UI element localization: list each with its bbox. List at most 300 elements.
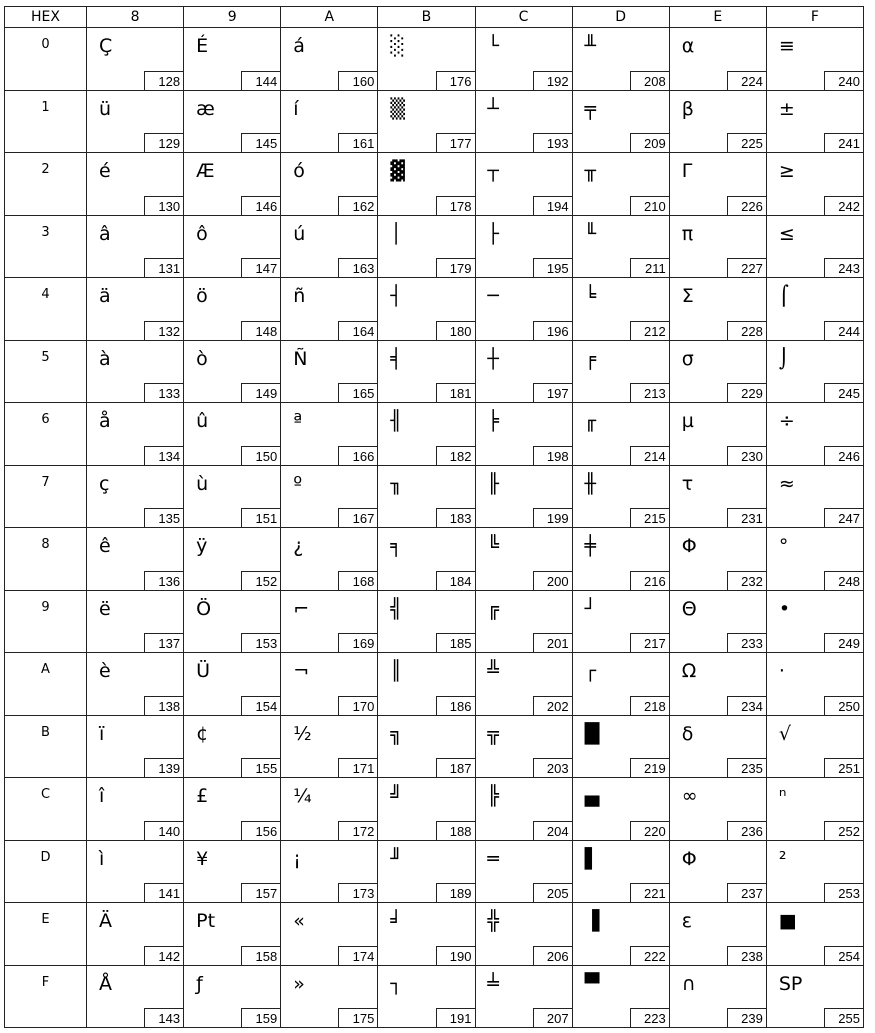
- char-glyph: ┤: [390, 285, 402, 307]
- decimal-code: 205: [533, 883, 573, 903]
- decimal-code: 189: [436, 883, 476, 903]
- table-row: [5, 528, 864, 591]
- char-glyph: ║: [390, 660, 402, 682]
- decimal-code: 129: [144, 133, 184, 153]
- char-cell: [184, 590, 281, 653]
- char-cell: [281, 965, 378, 1028]
- table-row: [5, 840, 864, 903]
- char-cell: [87, 278, 184, 341]
- decimal-code: 159: [241, 1008, 281, 1028]
- decimal-code: 190: [436, 946, 476, 966]
- decimal-code: 207: [533, 1008, 573, 1028]
- char-glyph: ≤: [778, 222, 795, 245]
- char-cell: [378, 403, 475, 466]
- char-glyph: ╟: [487, 472, 499, 495]
- char-cell: [669, 215, 766, 278]
- char-cell: [281, 340, 378, 403]
- char-cell: [281, 590, 378, 653]
- char-glyph: ╠: [487, 785, 499, 807]
- char-cell: [378, 465, 475, 528]
- char-glyph: │: [390, 222, 402, 245]
- decimal-code: 254: [824, 946, 864, 966]
- char-cell: [378, 903, 475, 966]
- char-glyph: ƒ: [196, 972, 203, 995]
- decimal-code: 226: [727, 196, 767, 216]
- char-glyph: Γ: [681, 160, 693, 182]
- char-glyph: Σ: [681, 285, 694, 307]
- char-glyph: ┬: [487, 160, 499, 182]
- decimal-code: 142: [144, 946, 184, 966]
- decimal-code: 230: [727, 446, 767, 466]
- decimal-code: 149: [241, 383, 281, 403]
- decimal-code: 186: [436, 696, 476, 716]
- char-cell: [281, 903, 378, 966]
- decimal-code: 179: [436, 258, 476, 278]
- char-glyph: ╒: [584, 347, 597, 370]
- char-cell: [184, 840, 281, 903]
- decimal-code: 235: [727, 758, 767, 778]
- decimal-code: 223: [630, 1008, 670, 1028]
- char-cell: [378, 965, 475, 1028]
- char-cell: [766, 528, 863, 591]
- table-body: [5, 28, 864, 1028]
- decimal-code: 202: [533, 696, 573, 716]
- char-cell: [475, 153, 572, 216]
- char-cell: [572, 28, 669, 91]
- char-cell: [669, 278, 766, 341]
- char-cell: [669, 840, 766, 903]
- decimal-code: 137: [144, 633, 184, 653]
- char-glyph: β: [681, 97, 694, 120]
- char-glyph: ╖: [390, 472, 402, 495]
- decimal-code: 193: [533, 133, 573, 153]
- decimal-code: 185: [436, 633, 476, 653]
- decimal-code: 232: [727, 571, 767, 591]
- header-row: [5, 7, 864, 28]
- decimal-code: 198: [533, 446, 573, 466]
- char-glyph: ╚: [487, 535, 499, 557]
- char-glyph: ²: [778, 847, 787, 870]
- decimal-code: 222: [630, 946, 670, 966]
- decimal-code: 216: [630, 571, 670, 591]
- decimal-code: 249: [824, 633, 864, 653]
- char-glyph: π: [681, 222, 694, 245]
- char-glyph: ╣: [390, 597, 402, 620]
- decimal-code: 132: [144, 321, 184, 341]
- decimal-code: 188: [436, 821, 476, 841]
- decimal-code: 152: [241, 571, 281, 591]
- row-hex-label: 1: [5, 90, 87, 153]
- char-glyph: •: [778, 597, 791, 620]
- char-cell: [766, 653, 863, 716]
- char-cell: [475, 340, 572, 403]
- char-cell: [378, 90, 475, 153]
- char-glyph: «: [293, 910, 305, 932]
- decimal-code: 239: [727, 1008, 767, 1028]
- row-hex-label: 2: [5, 153, 87, 216]
- char-glyph: ─: [487, 285, 499, 307]
- char-cell: [184, 28, 281, 91]
- decimal-code: 136: [144, 571, 184, 591]
- char-glyph: í: [293, 97, 299, 120]
- char-cell: [572, 153, 669, 216]
- decimal-code: 163: [338, 258, 378, 278]
- decimal-code: 209: [630, 133, 670, 153]
- char-cell: [766, 340, 863, 403]
- char-cell: [572, 590, 669, 653]
- char-cell: [184, 778, 281, 841]
- char-cell: [378, 528, 475, 591]
- char-glyph: â: [99, 222, 111, 245]
- char-cell: [475, 778, 572, 841]
- char-glyph: æ: [196, 97, 215, 120]
- char-cell: [572, 340, 669, 403]
- decimal-code: 161: [338, 133, 378, 153]
- char-cell: [281, 215, 378, 278]
- char-glyph: ╜: [390, 847, 402, 870]
- char-glyph: ¼: [293, 785, 312, 807]
- decimal-code: 175: [338, 1008, 378, 1028]
- char-cell: [87, 840, 184, 903]
- char-cell: [669, 28, 766, 91]
- decimal-code: 128: [144, 71, 184, 91]
- char-glyph: ∩: [681, 972, 696, 995]
- char-glyph: »: [293, 972, 305, 995]
- decimal-code: 212: [630, 321, 670, 341]
- char-glyph: ╪: [584, 535, 597, 557]
- char-cell: [572, 715, 669, 778]
- decimal-code: 191: [436, 1008, 476, 1028]
- char-glyph: ¿: [293, 535, 304, 557]
- decimal-code: 228: [727, 321, 767, 341]
- decimal-code: 246: [824, 446, 864, 466]
- char-glyph: ╘: [584, 285, 597, 307]
- char-glyph: ╨: [584, 35, 597, 57]
- char-glyph: ▌: [584, 847, 600, 870]
- char-glyph: °: [778, 535, 789, 557]
- char-cell: [669, 403, 766, 466]
- char-glyph: ò: [196, 347, 208, 370]
- char-glyph: Pt: [196, 910, 216, 932]
- char-glyph: å: [99, 410, 111, 432]
- char-glyph: ■: [778, 910, 797, 932]
- table-row: [5, 278, 864, 341]
- char-cell: [669, 715, 766, 778]
- char-cell: [87, 590, 184, 653]
- char-cell: [378, 28, 475, 91]
- char-cell: [475, 403, 572, 466]
- table-row: [5, 215, 864, 278]
- column-header: C: [475, 7, 572, 28]
- char-glyph: ═: [487, 847, 499, 870]
- char-cell: [572, 778, 669, 841]
- decimal-code: 141: [144, 883, 184, 903]
- char-cell: [281, 90, 378, 153]
- char-glyph: ┐: [390, 972, 402, 995]
- char-glyph: ¬: [293, 660, 310, 682]
- char-cell: [475, 715, 572, 778]
- char-cell: [184, 528, 281, 591]
- char-glyph: ⌠: [778, 285, 789, 307]
- char-glyph: ÷: [778, 410, 795, 432]
- decimal-code: 156: [241, 821, 281, 841]
- char-cell: [87, 28, 184, 91]
- char-glyph: Ç: [99, 35, 113, 57]
- char-glyph: ±: [778, 97, 795, 120]
- column-header: 8: [87, 7, 184, 28]
- decimal-code: 211: [630, 258, 670, 278]
- char-cell: [87, 465, 184, 528]
- char-cell: [766, 715, 863, 778]
- decimal-code: 173: [338, 883, 378, 903]
- decimal-code: 147: [241, 258, 281, 278]
- char-cell: [475, 528, 572, 591]
- char-cell: [766, 903, 863, 966]
- char-cell: [766, 465, 863, 528]
- row-hex-label: 3: [5, 215, 87, 278]
- decimal-code: 138: [144, 696, 184, 716]
- decimal-code: 234: [727, 696, 767, 716]
- table-row: [5, 903, 864, 966]
- table-row: [5, 653, 864, 716]
- char-cell: [475, 840, 572, 903]
- row-hex-label: 9: [5, 590, 87, 653]
- decimal-code: 248: [824, 571, 864, 591]
- char-glyph: ┴: [487, 97, 499, 120]
- decimal-code: 144: [241, 71, 281, 91]
- decimal-code: 224: [727, 71, 767, 91]
- decimal-code: 231: [727, 508, 767, 528]
- decimal-code: 134: [144, 446, 184, 466]
- char-cell: [184, 715, 281, 778]
- char-cell: [669, 528, 766, 591]
- char-glyph: ▐: [584, 910, 600, 932]
- char-glyph: Ä: [99, 910, 112, 932]
- char-glyph: ï: [99, 722, 105, 745]
- char-cell: [766, 403, 863, 466]
- char-glyph: ≡: [778, 35, 795, 57]
- decimal-code: 146: [241, 196, 281, 216]
- table-row: [5, 715, 864, 778]
- char-glyph: ╤: [584, 97, 597, 120]
- decimal-code: 194: [533, 196, 573, 216]
- table-header: [5, 7, 864, 28]
- decimal-code: 178: [436, 196, 476, 216]
- char-cell: [766, 90, 863, 153]
- char-cell: [87, 340, 184, 403]
- decimal-code: 219: [630, 758, 670, 778]
- char-glyph: τ: [681, 472, 694, 495]
- char-glyph: ú: [293, 222, 306, 245]
- char-cell: [281, 840, 378, 903]
- decimal-code: 174: [338, 946, 378, 966]
- table-row: [5, 590, 864, 653]
- char-cell: [378, 215, 475, 278]
- char-cell: [184, 653, 281, 716]
- char-cell: [766, 965, 863, 1028]
- char-cell: [669, 903, 766, 966]
- decimal-code: 255: [824, 1008, 864, 1028]
- decimal-code: 160: [338, 71, 378, 91]
- decimal-code: 242: [824, 196, 864, 216]
- decimal-code: 171: [338, 758, 378, 778]
- char-glyph: ¡: [293, 847, 301, 870]
- decimal-code: 148: [241, 321, 281, 341]
- char-glyph: Å: [99, 972, 112, 995]
- decimal-code: 182: [436, 446, 476, 466]
- char-glyph: SP: [778, 972, 803, 995]
- decimal-code: 197: [533, 383, 573, 403]
- char-glyph: ì: [99, 847, 105, 870]
- char-glyph: ╡: [390, 347, 402, 370]
- decimal-code: 158: [241, 946, 281, 966]
- char-cell: [669, 778, 766, 841]
- char-glyph: é: [99, 160, 111, 182]
- char-glyph: ª: [293, 410, 303, 432]
- char-cell: [378, 278, 475, 341]
- char-cell: [475, 590, 572, 653]
- char-cell: [378, 840, 475, 903]
- row-hex-label: 5: [5, 340, 87, 403]
- char-glyph: ╙: [584, 222, 597, 245]
- char-glyph: Ö: [196, 597, 212, 620]
- char-glyph: ╢: [390, 410, 402, 432]
- char-glyph: └: [487, 35, 499, 57]
- char-cell: [475, 278, 572, 341]
- row-hex-label: B: [5, 715, 87, 778]
- char-cell: [281, 153, 378, 216]
- char-glyph: ó: [293, 160, 305, 182]
- char-glyph: ç: [99, 472, 110, 495]
- char-cell: [87, 903, 184, 966]
- decimal-code: 245: [824, 383, 864, 403]
- column-header: D: [572, 7, 669, 28]
- char-glyph: º: [293, 472, 303, 495]
- char-glyph: α: [681, 35, 695, 57]
- decimal-code: 204: [533, 821, 573, 841]
- char-cell: [475, 215, 572, 278]
- char-cell: [281, 403, 378, 466]
- char-glyph: ê: [99, 535, 111, 557]
- hex-header: HEX: [5, 7, 87, 28]
- decimal-code: 181: [436, 383, 476, 403]
- decimal-code: 195: [533, 258, 573, 278]
- decimal-code: 169: [338, 633, 378, 653]
- char-cell: [281, 715, 378, 778]
- char-cell: [766, 840, 863, 903]
- char-glyph: ╗: [390, 722, 402, 745]
- char-cell: [87, 528, 184, 591]
- decimal-code: 220: [630, 821, 670, 841]
- char-cell: [572, 278, 669, 341]
- char-glyph: ╝: [390, 785, 402, 807]
- char-cell: [87, 653, 184, 716]
- column-header: A: [281, 7, 378, 28]
- char-cell: [475, 28, 572, 91]
- char-glyph: ⌡: [778, 347, 789, 370]
- char-cell: [669, 153, 766, 216]
- char-glyph: ╞: [487, 410, 499, 432]
- char-cell: [184, 278, 281, 341]
- decimal-code: 177: [436, 133, 476, 153]
- decimal-code: 225: [727, 133, 767, 153]
- char-cell: [572, 528, 669, 591]
- decimal-code: 221: [630, 883, 670, 903]
- char-cell: [184, 215, 281, 278]
- char-glyph: ╓: [584, 410, 597, 432]
- decimal-code: 199: [533, 508, 573, 528]
- column-header: B: [378, 7, 475, 28]
- char-cell: [184, 340, 281, 403]
- char-cell: [669, 90, 766, 153]
- decimal-code: 201: [533, 633, 573, 653]
- char-cell: [572, 465, 669, 528]
- decimal-code: 140: [144, 821, 184, 841]
- char-cell: [475, 465, 572, 528]
- decimal-code: 213: [630, 383, 670, 403]
- char-cell: [281, 653, 378, 716]
- char-glyph: ├: [487, 222, 499, 245]
- char-glyph: ·: [778, 660, 785, 682]
- char-glyph: à: [99, 347, 111, 370]
- char-glyph: £: [196, 785, 209, 807]
- char-glyph: ╧: [487, 972, 499, 995]
- char-cell: [184, 965, 281, 1028]
- decimal-code: 157: [241, 883, 281, 903]
- char-glyph: ╛: [390, 910, 402, 932]
- decimal-code: 170: [338, 696, 378, 716]
- char-cell: [184, 90, 281, 153]
- char-glyph: ┘: [584, 597, 597, 620]
- decimal-code: 180: [436, 321, 476, 341]
- row-hex-label: 0: [5, 28, 87, 91]
- char-glyph: ü: [99, 97, 112, 120]
- char-cell: [572, 90, 669, 153]
- decimal-code: 172: [338, 821, 378, 841]
- table-row: [5, 465, 864, 528]
- char-cell: [378, 153, 475, 216]
- decimal-code: 167: [338, 508, 378, 528]
- char-glyph: ░: [390, 35, 405, 57]
- decimal-code: 143: [144, 1008, 184, 1028]
- char-cell: [669, 465, 766, 528]
- row-hex-label: C: [5, 778, 87, 841]
- char-glyph: ⌐: [293, 597, 310, 620]
- row-hex-label: 8: [5, 528, 87, 591]
- decimal-code: 153: [241, 633, 281, 653]
- char-cell: [184, 153, 281, 216]
- char-cell: [766, 153, 863, 216]
- decimal-code: 145: [241, 133, 281, 153]
- decimal-code: 200: [533, 571, 573, 591]
- char-glyph: Ü: [196, 660, 211, 682]
- char-cell: [669, 340, 766, 403]
- char-glyph: µ: [681, 410, 694, 432]
- char-cell: [281, 528, 378, 591]
- decimal-code: 251: [824, 758, 864, 778]
- decimal-code: 208: [630, 71, 670, 91]
- char-glyph: á: [293, 35, 305, 57]
- char-cell: [766, 28, 863, 91]
- char-cell: [87, 403, 184, 466]
- decimal-code: 184: [436, 571, 476, 591]
- decimal-code: 130: [144, 196, 184, 216]
- char-cell: [572, 965, 669, 1028]
- decimal-code: 203: [533, 758, 573, 778]
- decimal-code: 243: [824, 258, 864, 278]
- char-cell: [378, 340, 475, 403]
- char-cell: [766, 278, 863, 341]
